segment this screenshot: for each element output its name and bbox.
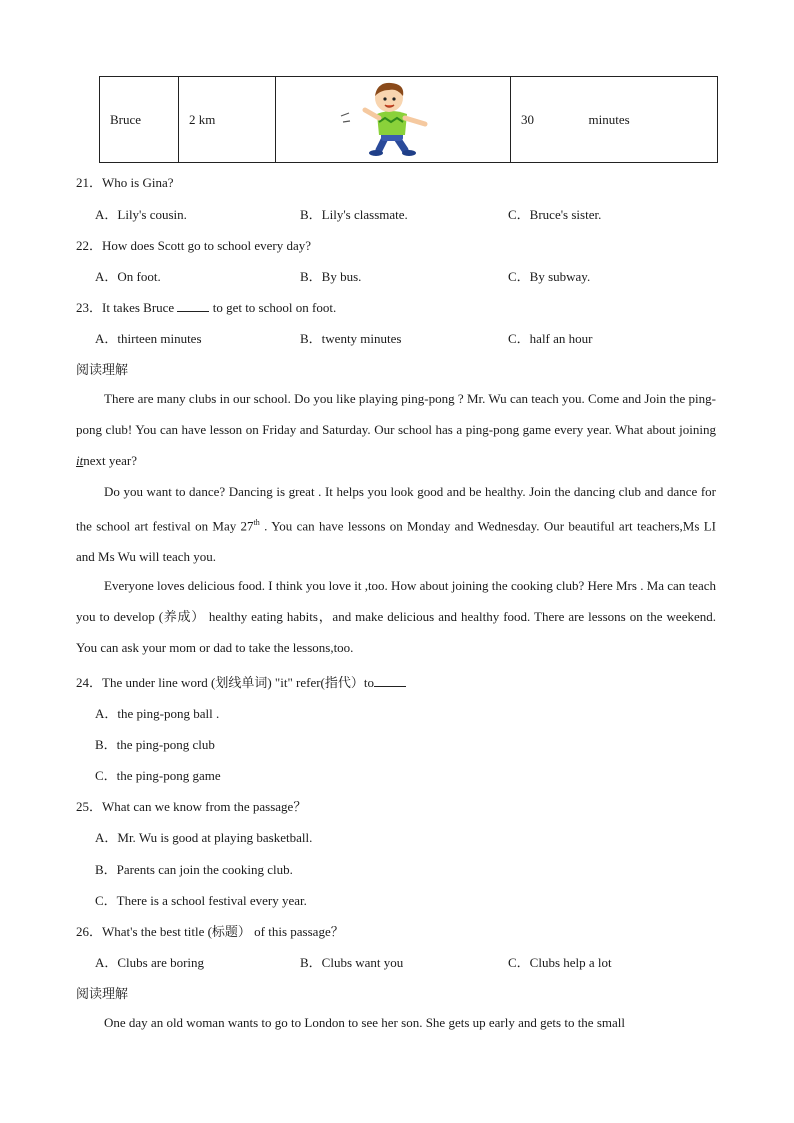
question-21: 21．Who is Gina? bbox=[76, 175, 174, 190]
q25-option-c[interactable]: C．There is a school festival every year. bbox=[95, 893, 307, 908]
table-row bbox=[100, 77, 718, 163]
q24-text: 24．The under line word (划线单词) "it" refer(指代）to bbox=[76, 675, 374, 690]
q25-option-a[interactable]: A．Mr. Wu is good at playing basketball. bbox=[95, 830, 313, 845]
q22-option-c[interactable]: C．By subway. bbox=[508, 269, 591, 284]
q23-option-a[interactable]: A．thirteen minutes bbox=[95, 331, 202, 346]
info-table bbox=[99, 76, 718, 163]
q23-option-b[interactable]: B．twenty minutes bbox=[300, 331, 402, 346]
passage-paragraph-2 bbox=[76, 476, 716, 572]
time-value: 30 bbox=[521, 111, 534, 127]
q26-option-b[interactable]: B．Clubs want you bbox=[300, 955, 404, 970]
p2-text-pre: Do you want to dance? Dancing is great . It helps you look good and be healthy. Join the dancing club and dance for the school art festival on May 27 bbox=[76, 484, 716, 534]
p2-text-post: . You can have lessons on Monday and Wednesday. Our beautiful art teachers,Ms LI and Ms Wu will teach you. bbox=[76, 518, 716, 565]
answer-blank bbox=[177, 299, 209, 312]
q22-option-b[interactable]: B．By bus. bbox=[300, 269, 362, 284]
underlined-it: it bbox=[76, 453, 84, 468]
passage2-paragraph-1: One day an old woman wants to go to London to see her son. She gets up early and gets to the small bbox=[104, 1015, 625, 1030]
q25-option-b[interactable]: B．Parents can join the cooking club. bbox=[95, 862, 293, 877]
boy-walking-illustration bbox=[333, 80, 453, 160]
p1-text: There are many clubs in our school. Do you like playing ping-pong ? Mr. Wu can teach you. Come and Join the ping-pong club! You can have lesson on Friday and Saturday. Our school has a ping-pong game every year. What about joining bbox=[76, 391, 716, 437]
p1-end: next year? bbox=[83, 453, 138, 468]
q22-option-a[interactable]: A．On foot. bbox=[95, 269, 161, 284]
table-cell-distance: 2 km bbox=[179, 77, 276, 163]
passage-paragraph-1 bbox=[76, 383, 716, 476]
section-heading: 阅读理解 bbox=[76, 362, 129, 377]
table-cell-picture bbox=[276, 77, 511, 163]
p2-superscript: th bbox=[253, 518, 260, 527]
q24-option-c[interactable]: C．the ping-pong game bbox=[95, 768, 221, 783]
question-25: 25．What can we know from the passage？ bbox=[76, 799, 307, 814]
answer-blank bbox=[374, 674, 406, 687]
section-heading: 阅读理解 bbox=[76, 986, 129, 1001]
passage-paragraph-3: Everyone loves delicious food. I think you love it ,too. How about joining the cooking club? Here Mrs . Ma can teach you to develop (养成） healthy eating habits，and make delicious and healthy food. There are lessons on the weekend. You can ask your mom or dad to take the lessons,too. bbox=[76, 578, 716, 655]
q21-option-b[interactable]: B．Lily's classmate. bbox=[300, 207, 408, 222]
question-26: 26．What's the best title (标题） of this passage？ bbox=[76, 924, 344, 939]
time-unit: minutes bbox=[588, 111, 630, 127]
table-cell-time bbox=[511, 77, 718, 163]
q24-option-a[interactable]: A．the ping-pong ball . bbox=[95, 706, 220, 721]
q26-option-a[interactable]: A．Clubs are boring bbox=[95, 955, 205, 970]
table-cell-name: Bruce bbox=[100, 77, 179, 163]
q21-option-c[interactable]: C．Bruce's sister. bbox=[508, 207, 602, 222]
question-22: 22．How does Scott go to school every day? bbox=[76, 238, 312, 253]
question-24 bbox=[76, 672, 406, 691]
q23-text-pre: 23．It takes Bruce bbox=[76, 300, 178, 315]
q21-option-a[interactable]: A．Lily's cousin. bbox=[95, 207, 187, 222]
q26-option-c[interactable]: C．Clubs help a lot bbox=[508, 955, 612, 970]
question-23 bbox=[76, 297, 336, 316]
q23-option-c[interactable]: C．half an hour bbox=[508, 331, 593, 346]
q24-option-b[interactable]: B．the ping-pong club bbox=[95, 737, 215, 752]
q23-text-post: to get to school on foot. bbox=[209, 300, 337, 315]
